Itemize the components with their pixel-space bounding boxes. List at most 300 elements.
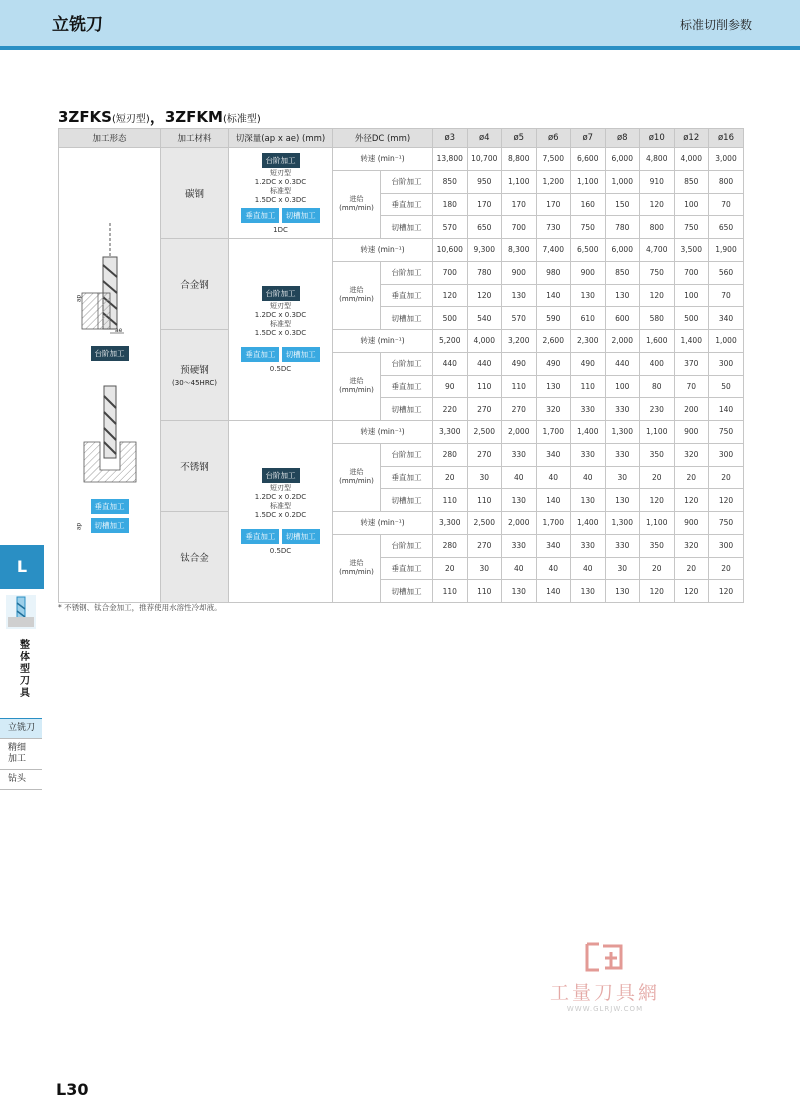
value-cell: 120: [640, 489, 675, 512]
header-subtitle: 标准切削参数: [679, 18, 752, 32]
page-header: [0, 0, 800, 46]
value-cell: 8,300: [502, 239, 537, 262]
speed-label: 转速 (min⁻¹): [333, 512, 433, 535]
depth-std-label: 标准型: [270, 502, 291, 510]
value-cell: 750: [674, 216, 709, 239]
value-cell: 90: [433, 375, 468, 398]
section-tab-l[interactable]: L: [0, 545, 44, 589]
value-cell: 5,200: [433, 330, 468, 353]
value-cell: 2,500: [467, 421, 502, 444]
depth-short-value: 1.2DC x 0.3DC: [254, 177, 307, 186]
value-cell: 130: [571, 580, 606, 603]
depth-tag-step: 台阶加工: [262, 286, 300, 301]
material-alloy-steel: [161, 239, 229, 330]
side-menu-item-endmill[interactable]: 立铣刀: [0, 718, 42, 739]
value-cell: 1,300: [605, 421, 640, 444]
value-cell: 9,300: [467, 239, 502, 262]
feed-label: 进给 (mm/min): [333, 261, 381, 329]
value-cell: 2,600: [536, 330, 571, 353]
value-cell: 500: [674, 307, 709, 330]
value-cell: 330: [502, 443, 537, 466]
value-cell: 330: [571, 443, 606, 466]
value-cell: 370: [674, 352, 709, 375]
value-cell: 120: [709, 489, 744, 512]
value-cell: 1,900: [709, 239, 744, 262]
value-cell: 330: [605, 443, 640, 466]
feed-type-step: 台阶加工: [381, 352, 433, 375]
depth-tag-row: [229, 207, 332, 224]
value-cell: 10,600: [433, 239, 468, 262]
value-cell: 320: [536, 398, 571, 421]
value-cell: 800: [709, 170, 744, 193]
value-cell: 30: [605, 557, 640, 580]
side-milling-illustration-icon: [70, 217, 150, 337]
depth-short-label: 短刃型: [270, 302, 291, 310]
feed-label: 进给 (mm/min): [333, 443, 381, 511]
value-cell: 850: [674, 170, 709, 193]
value-cell: 730: [536, 216, 571, 239]
material-hardness: (30～45HRC): [172, 379, 217, 387]
value-cell: 6,600: [571, 148, 606, 171]
value-cell: 1,400: [674, 330, 709, 353]
depth-group-3: [229, 421, 333, 603]
value-cell: 350: [640, 534, 675, 557]
depth-std-value: 1.5DC x 0.2DC: [254, 511, 307, 519]
value-cell: 170: [502, 193, 537, 216]
ap-label: ap: [75, 294, 83, 302]
value-cell: 1,600: [640, 330, 675, 353]
header-material: 加工材料: [161, 129, 229, 148]
feed-type-slot: 切槽加工: [381, 489, 433, 512]
value-cell: 1,700: [536, 512, 571, 535]
value-cell: 750: [640, 261, 675, 284]
depth-tag-row: [229, 528, 332, 545]
value-cell: 110: [433, 489, 468, 512]
material-carbon-steel: [161, 148, 229, 239]
value-cell: 160: [571, 193, 606, 216]
header-dc: 外径DC (mm): [333, 129, 433, 148]
product-code-2: 3ZFKM: [164, 108, 223, 126]
header-d5: ø5: [502, 129, 537, 148]
value-cell: 750: [571, 216, 606, 239]
feed-type-slot: 切槽加工: [381, 307, 433, 330]
value-cell: 350: [640, 443, 675, 466]
watermark-logo-icon: [583, 942, 627, 972]
footnote: * 不锈钢、钛合金加工，推荐使用水溶性冷却液。: [58, 603, 222, 612]
value-cell: 130: [605, 580, 640, 603]
value-cell: 230: [640, 398, 675, 421]
header-d12: ø12: [674, 129, 709, 148]
feed-type-slot: 切槽加工: [381, 398, 433, 421]
value-cell: 140: [536, 489, 571, 512]
value-cell: 120: [674, 489, 709, 512]
depth-tag-slot: 切槽加工: [282, 347, 320, 362]
material-name: 不锈钢: [180, 462, 209, 473]
value-cell: 120: [467, 284, 502, 307]
value-cell: 850: [433, 170, 468, 193]
value-cell: 330: [571, 398, 606, 421]
slot-milling-illustration-icon: [70, 382, 150, 492]
value-cell: 100: [605, 375, 640, 398]
value-cell: 20: [433, 466, 468, 489]
value-cell: 440: [605, 352, 640, 375]
value-cell: 1,400: [571, 512, 606, 535]
value-cell: 650: [709, 216, 744, 239]
value-cell: 4,800: [640, 148, 675, 171]
feed-type-plunge: 垂直加工: [381, 284, 433, 307]
feed-type-plunge: 垂直加工: [381, 193, 433, 216]
value-cell: 120: [674, 580, 709, 603]
value-cell: 900: [571, 261, 606, 284]
value-cell: 440: [433, 352, 468, 375]
value-cell: 700: [502, 216, 537, 239]
value-cell: 750: [709, 421, 744, 444]
value-cell: 110: [502, 375, 537, 398]
value-cell: 110: [467, 580, 502, 603]
value-cell: 2,300: [571, 330, 606, 353]
value-cell: 270: [502, 398, 537, 421]
value-cell: 40: [571, 557, 606, 580]
shape-tag-plunge: 垂直加工: [91, 499, 129, 514]
feed-label: 进给 (mm/min): [333, 352, 381, 420]
page-number: L30: [56, 1080, 89, 1099]
value-cell: 610: [571, 307, 606, 330]
depth-tag-slot: 切槽加工: [282, 208, 320, 223]
speed-label: 转速 (min⁻¹): [333, 239, 433, 262]
value-cell: 6,000: [605, 148, 640, 171]
product-title: [58, 106, 261, 127]
value-cell: 440: [467, 352, 502, 375]
feed-type-step: 台阶加工: [381, 261, 433, 284]
value-cell: 130: [502, 580, 537, 603]
value-cell: 560: [709, 261, 744, 284]
value-cell: 2,000: [502, 512, 537, 535]
value-cell: 80: [640, 375, 675, 398]
value-cell: 130: [571, 489, 606, 512]
value-cell: 6,000: [605, 239, 640, 262]
table-header-row: [59, 129, 744, 148]
feed-type-slot: 切槽加工: [381, 580, 433, 603]
value-cell: 400: [640, 352, 675, 375]
plunge-tag-wrap: [59, 498, 160, 515]
material-name: 碳钢: [184, 189, 204, 200]
feed-type-step: 台阶加工: [381, 443, 433, 466]
value-cell: 70: [709, 193, 744, 216]
header-d16: ø16: [709, 129, 744, 148]
value-cell: 270: [467, 443, 502, 466]
depth-short-label: 短刃型: [270, 484, 291, 492]
value-cell: 650: [467, 216, 502, 239]
value-cell: 1,700: [536, 421, 571, 444]
value-cell: 180: [433, 193, 468, 216]
value-cell: 30: [605, 466, 640, 489]
value-cell: 100: [674, 193, 709, 216]
value-cell: 780: [605, 216, 640, 239]
header-depth: 切深量(ap x ae) (mm): [229, 129, 333, 148]
depth-short-value: 1.2DC x 0.3DC: [254, 311, 307, 319]
feed-type-plunge: 垂直加工: [381, 466, 433, 489]
value-cell: 490: [571, 352, 606, 375]
feed-type-plunge: 垂直加工: [381, 375, 433, 398]
value-cell: 330: [502, 534, 537, 557]
value-cell: 900: [502, 261, 537, 284]
value-cell: 50: [709, 375, 744, 398]
value-cell: 570: [502, 307, 537, 330]
value-cell: 20: [709, 557, 744, 580]
value-cell: 1,000: [605, 170, 640, 193]
value-cell: 13,800: [433, 148, 468, 171]
material-name: 预硬钢: [180, 365, 209, 376]
depth-tag-plunge: 垂直加工: [241, 347, 279, 362]
value-cell: 120: [640, 193, 675, 216]
value-cell: 330: [605, 534, 640, 557]
speed-label: 转速 (min⁻¹): [333, 421, 433, 444]
machining-shape-cell: [59, 148, 161, 603]
value-cell: 100: [674, 284, 709, 307]
shape-tag-step: 台阶加工: [91, 346, 129, 361]
value-cell: 6,500: [571, 239, 606, 262]
value-cell: 1,100: [571, 170, 606, 193]
value-cell: 120: [433, 284, 468, 307]
depth-tag-slot: 切槽加工: [282, 529, 320, 544]
table-row: [59, 512, 744, 535]
value-cell: 4,000: [674, 148, 709, 171]
value-cell: 110: [467, 489, 502, 512]
side-menu-item-drill[interactable]: 钻头: [0, 770, 42, 790]
depth-plunge-value: 0.5DC: [269, 365, 292, 373]
ap-label-2: ap: [75, 522, 83, 530]
value-cell: 20: [674, 557, 709, 580]
header-divider: [0, 46, 800, 50]
value-cell: 1,100: [502, 170, 537, 193]
value-cell: 950: [467, 170, 502, 193]
value-cell: 340: [709, 307, 744, 330]
value-cell: 490: [502, 352, 537, 375]
speed-label: 转速 (min⁻¹): [333, 330, 433, 353]
speed-label: 转速 (min⁻¹): [333, 148, 433, 171]
value-cell: 1,400: [571, 421, 606, 444]
side-menu-item-fine[interactable]: 精细 加工: [0, 739, 42, 770]
value-cell: 170: [467, 193, 502, 216]
table-row: [59, 330, 744, 353]
value-cell: 20: [674, 466, 709, 489]
depth-short-label: 短刃型: [270, 168, 291, 177]
value-cell: 120: [640, 284, 675, 307]
header-title: 立铣刀: [52, 15, 103, 35]
value-cell: 30: [467, 557, 502, 580]
header-d6: ø6: [536, 129, 571, 148]
value-cell: 490: [536, 352, 571, 375]
value-cell: 700: [674, 261, 709, 284]
value-cell: 7,400: [536, 239, 571, 262]
value-cell: 1,300: [605, 512, 640, 535]
value-cell: 40: [571, 466, 606, 489]
value-cell: 40: [536, 557, 571, 580]
ae-label: ae: [115, 326, 123, 334]
depth-group-2: [229, 239, 333, 421]
value-cell: 500: [433, 307, 468, 330]
value-cell: 8,800: [502, 148, 537, 171]
value-cell: 340: [536, 443, 571, 466]
value-cell: 1,000: [709, 330, 744, 353]
value-cell: 4,700: [640, 239, 675, 262]
value-cell: 30: [467, 466, 502, 489]
value-cell: 7,500: [536, 148, 571, 171]
value-cell: 750: [709, 512, 744, 535]
value-cell: 910: [640, 170, 675, 193]
value-cell: 270: [467, 534, 502, 557]
value-cell: 320: [674, 534, 709, 557]
value-cell: 280: [433, 443, 468, 466]
feed-type-step: 台阶加工: [381, 534, 433, 557]
product-type-2: (标准型): [222, 114, 261, 125]
depth-std-value: 1.5DC x 0.3DC: [254, 195, 307, 204]
value-cell: 70: [709, 284, 744, 307]
shape-tag-slot: 切槽加工: [91, 518, 129, 533]
value-cell: 800: [640, 216, 675, 239]
value-cell: 540: [467, 307, 502, 330]
feed-type-plunge: 垂直加工: [381, 557, 433, 580]
value-cell: 20: [709, 466, 744, 489]
depth-tag-plunge: 垂直加工: [241, 208, 279, 223]
header-d7: ø7: [571, 129, 606, 148]
value-cell: 1,100: [640, 421, 675, 444]
table-row: [59, 148, 744, 171]
value-cell: 300: [709, 443, 744, 466]
value-cell: 110: [433, 580, 468, 603]
depth-tag-plunge: 垂直加工: [241, 529, 279, 544]
value-cell: 580: [640, 307, 675, 330]
depth-group-1: [229, 148, 333, 239]
value-cell: 3,500: [674, 239, 709, 262]
table-row: [59, 421, 744, 444]
material-name: 钛合金: [180, 553, 209, 564]
value-cell: 20: [640, 466, 675, 489]
material-name: 合金钢: [180, 280, 209, 291]
value-cell: 3,300: [433, 512, 468, 535]
feed-label: 进给 (mm/min): [333, 170, 381, 238]
value-cell: 130: [605, 489, 640, 512]
value-cell: 40: [502, 557, 537, 580]
feed-type-step: 台阶加工: [381, 170, 433, 193]
header-d8: ø8: [605, 129, 640, 148]
value-cell: 900: [674, 512, 709, 535]
value-cell: 110: [467, 375, 502, 398]
value-cell: 330: [571, 534, 606, 557]
value-cell: 40: [536, 466, 571, 489]
step-tag-wrap: [59, 345, 160, 362]
value-cell: 570: [433, 216, 468, 239]
value-cell: 2,000: [502, 421, 537, 444]
value-cell: 200: [674, 398, 709, 421]
slot-tag-wrap: [59, 517, 160, 534]
value-cell: 70: [674, 375, 709, 398]
value-cell: 130: [502, 489, 537, 512]
header-shape: 加工形态: [59, 129, 161, 148]
value-cell: 130: [605, 284, 640, 307]
value-cell: 140: [536, 580, 571, 603]
value-cell: 120: [709, 580, 744, 603]
value-cell: 150: [605, 193, 640, 216]
side-menu: [0, 718, 42, 790]
value-cell: 900: [674, 421, 709, 444]
value-cell: 340: [536, 534, 571, 557]
value-cell: 280: [433, 534, 468, 557]
value-cell: 20: [640, 557, 675, 580]
value-cell: 850: [605, 261, 640, 284]
header-d3: ø3: [433, 129, 468, 148]
value-cell: 330: [605, 398, 640, 421]
solid-tool-icon: [6, 595, 36, 629]
value-cell: 10,700: [467, 148, 502, 171]
material-stainless-steel: [161, 421, 229, 512]
category-label: 整体型刀具: [20, 640, 30, 699]
depth-std-label: 标准型: [270, 320, 291, 328]
value-cell: 980: [536, 261, 571, 284]
value-cell: 2,000: [605, 330, 640, 353]
product-code-1: 3ZFKS: [58, 108, 112, 126]
value-cell: 110: [571, 375, 606, 398]
value-cell: 590: [536, 307, 571, 330]
value-cell: 140: [536, 284, 571, 307]
value-cell: 220: [433, 398, 468, 421]
depth-std-label: 标准型: [270, 186, 291, 195]
value-cell: 2,500: [467, 512, 502, 535]
feed-type-slot: 切槽加工: [381, 216, 433, 239]
product-type-1: (短刃型): [112, 114, 150, 125]
feed-label: 进给 (mm/min): [333, 534, 381, 602]
table-row: [59, 239, 744, 262]
shape-illustrations: [59, 217, 160, 534]
depth-short-value: 1.2DC x 0.2DC: [254, 493, 307, 501]
value-cell: 4,000: [467, 330, 502, 353]
watermark-url: WWW.GLRJW.COM: [566, 1005, 644, 1013]
depth-tag-step: 台阶加工: [262, 153, 300, 168]
depth-tag-row: [229, 346, 332, 363]
value-cell: 320: [674, 443, 709, 466]
value-cell: 140: [709, 398, 744, 421]
material-prehardened-steel: [161, 330, 229, 421]
value-cell: 130: [536, 375, 571, 398]
material-titanium-alloy: [161, 512, 229, 603]
value-cell: 3,300: [433, 421, 468, 444]
value-cell: 300: [709, 534, 744, 557]
value-cell: 20: [433, 557, 468, 580]
depth-plunge-value: 0.5DC: [269, 547, 292, 555]
cutting-parameter-table: [58, 128, 744, 603]
watermark: [535, 942, 675, 1013]
value-cell: 600: [605, 307, 640, 330]
value-cell: 1,200: [536, 170, 571, 193]
title-separator: ，: [149, 108, 165, 126]
value-cell: 780: [467, 261, 502, 284]
value-cell: 270: [467, 398, 502, 421]
value-cell: 3,200: [502, 330, 537, 353]
value-cell: 700: [433, 261, 468, 284]
value-cell: 300: [709, 352, 744, 375]
depth-tag-step: 台阶加工: [262, 468, 300, 483]
value-cell: 130: [571, 284, 606, 307]
value-cell: 170: [536, 193, 571, 216]
value-cell: 1,100: [640, 512, 675, 535]
depth-plunge-value: 1DC: [273, 225, 288, 234]
value-cell: 120: [640, 580, 675, 603]
watermark-text: 工量刀具網: [549, 982, 660, 1004]
value-cell: 3,000: [709, 148, 744, 171]
header-d4: ø4: [467, 129, 502, 148]
header-d10: ø10: [640, 129, 675, 148]
depth-std-value: 1.5DC x 0.3DC: [254, 329, 307, 337]
